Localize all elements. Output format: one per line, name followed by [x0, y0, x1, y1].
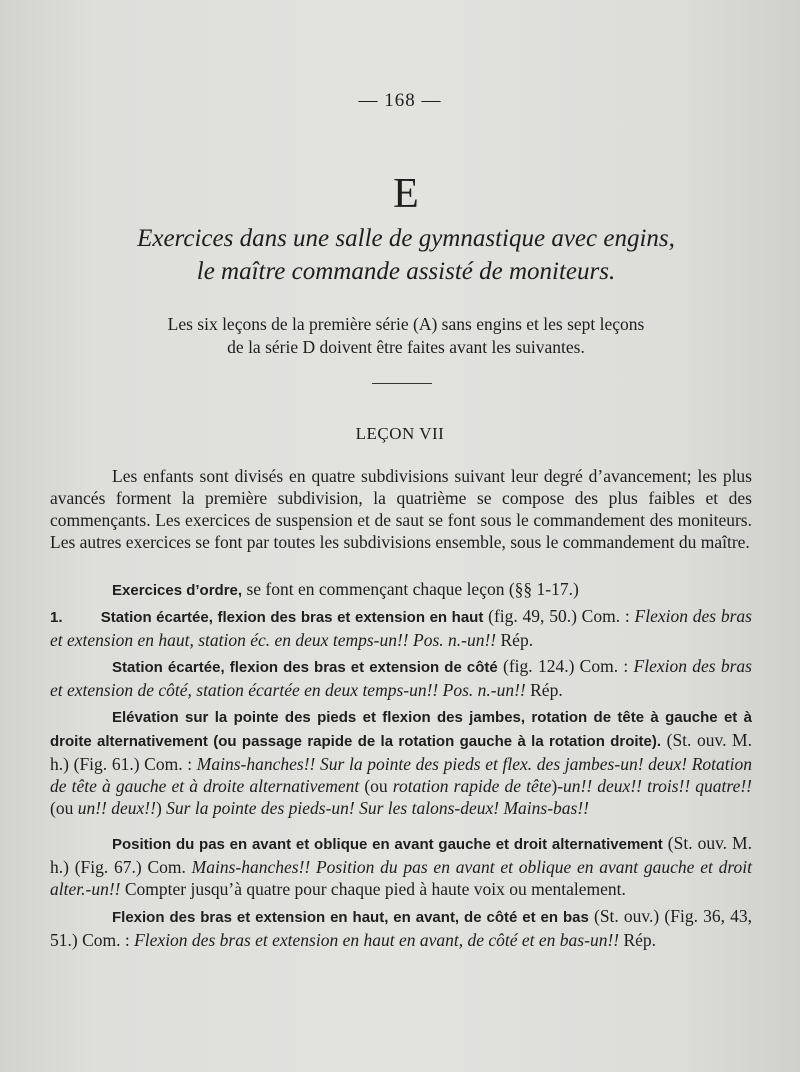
- paragraph-text: Rép.: [496, 630, 534, 650]
- exercise-flexion-bras-paragraph: [50, 905, 752, 951]
- command-text: -un!! deux!! trois!! quatre!!: [557, 776, 753, 796]
- exercise-name: Station écartée, flexion des bras et extension de côté: [112, 659, 498, 676]
- command-text: Sur la pointe des pieds-un! Sur les talons-deux! Mains-bas!!: [166, 798, 589, 818]
- paragraph-text: se font en commençant chaque leçon (§§ 1-17.): [242, 579, 579, 599]
- paragraph-subdivisions: [50, 465, 752, 553]
- paragraph-text: (St. ouv. M. h.) (Fig. 67.) Com.: [50, 833, 752, 877]
- command-text: rotation rapide de tête: [392, 776, 552, 796]
- paragraph-text: Rép.: [525, 680, 563, 700]
- command-text: Mains-hanches!! Position du pas en avant et oblique en avant gauche et droit alter.-un!!: [50, 857, 752, 899]
- paragraph-text: (St. ouv.) (Fig. 36, 43, 51.) Com. :: [50, 906, 752, 950]
- intro-note: [0, 313, 800, 359]
- exercise-name: Elévation sur la pointe des pieds et flexion des jambes, rotation de tête à gauche et à droite alternativement (ou passage rapide de la rotation gauche à la rotation droite).: [50, 709, 752, 750]
- section-title-line-1: Exercices dans une salle de gymnastique avec engins,: [137, 225, 675, 252]
- exercise-1-paragraph: [50, 605, 752, 651]
- paragraph-text: (St. ouv. M. h.) (Fig. 61.) Com. :: [50, 730, 752, 774]
- paragraph-text: (ou: [50, 798, 78, 818]
- exercise-position-pas-paragraph: [50, 832, 752, 900]
- paragraph-text: (fig. 124.) Com. :: [497, 656, 634, 676]
- exercise-name: Flexion des bras et extension en haut, en avant, de côté et en bas: [112, 909, 589, 926]
- lesson-heading: LEÇON VII: [355, 424, 445, 443]
- exercise-elevation-paragraph: [50, 705, 752, 819]
- exercise-name: Station écartée, flexion des bras et extension en haut: [100, 609, 484, 626]
- paragraph-text: (fig. 49, 50.) Com. :: [483, 606, 635, 626]
- command-text: un!! deux!!: [77, 798, 156, 818]
- paragraph-text: ): [551, 776, 558, 796]
- section-letter: E: [393, 171, 419, 217]
- command-text: Flexion des bras et extension en haut en avant, de côté et en bas-un!!: [134, 930, 620, 950]
- paragraph-text: ): [155, 798, 167, 818]
- divider-rule: [372, 383, 432, 384]
- section-title: [0, 222, 800, 288]
- command-text: Flexion des bras et extension de côté, station écartée en deux temps-un!! Pos. n.-un!!: [50, 656, 752, 700]
- paragraph-text: Rép.: [619, 930, 657, 950]
- exercise-name: Position du pas en avant et oblique en avant gauche et droit alternativement: [112, 836, 663, 853]
- paragraph-text: Les enfants sont divisés en quatre subdivisions suivant leur degré d’avancement; les plus avancés forment la première subdivision, la quatrième se compose des plus faibles et des commençants. Les exercices de suspension et de saut se font sous le commandement des moniteurs. Les autres exercices se font par toutes les subdivisions ensemble, sous le commandement du maître.: [50, 466, 752, 552]
- paragraph-text: (ou: [359, 776, 393, 796]
- exercise-extension-cote-paragraph: [50, 655, 752, 701]
- command-text: Flexion des bras et extension en haut, station éc. en deux temps-un!! Pos. n.-un!!: [50, 606, 752, 650]
- section-title-line-2: le maître commande assisté de moniteurs.: [196, 258, 616, 285]
- page-number: — 168 —: [358, 90, 442, 111]
- paragraph-text: Compter jusqu’à quatre pour chaque pied à haute voix ou mentalement.: [120, 879, 626, 899]
- exercise-name: Exercices d’ordre,: [112, 582, 243, 599]
- paragraph-exercices-ordre: [50, 578, 752, 602]
- exercise-number: 1.: [50, 609, 63, 626]
- command-text: Mains-hanches!! Sur la pointe des pieds et flex. des jambes-un! deux! Rotation de tête à gauche et à droite alternativement: [50, 754, 752, 796]
- intro-line-1: Les six leçons de la première série (A) sans engins et les sept leçons: [167, 314, 645, 334]
- intro-line-2: de la série D doivent être faites avant les suivantes.: [227, 337, 585, 357]
